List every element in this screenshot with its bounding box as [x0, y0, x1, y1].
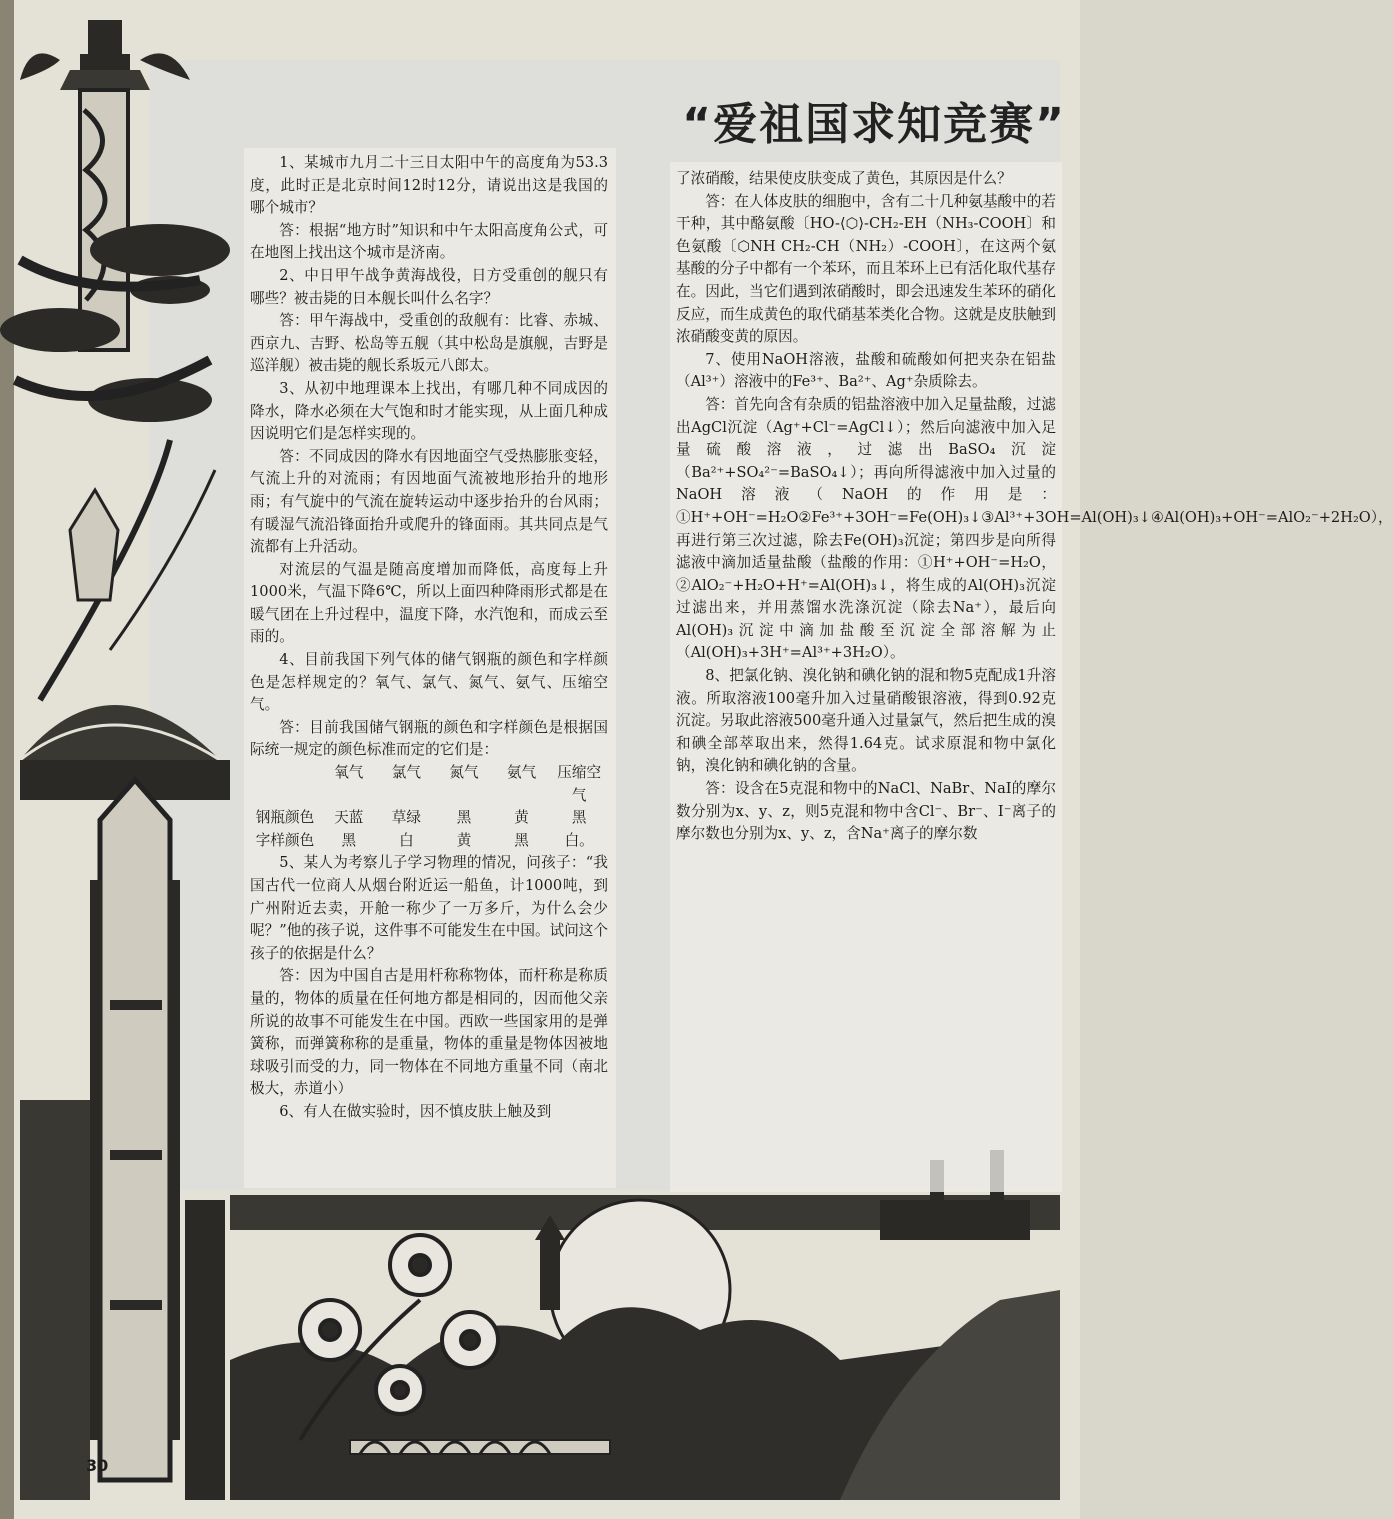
table-cell: 黑 [571, 809, 587, 827]
right-column [676, 168, 1393, 846]
table-row-label: 字样颜色 [255, 831, 315, 849]
table-cell: 白 [399, 831, 414, 849]
table-cell: 黑 [341, 831, 357, 849]
table-cell: 黄 [456, 831, 472, 849]
page-number: 30 [86, 1456, 109, 1475]
question-2: 2、中日甲午战争黄海战役，日方受重创的舰只有哪些？被击毙的日本舰长叫什么名字？ [250, 266, 608, 307]
table-row-label: 钢瓶颜色 [255, 809, 315, 827]
page-title: “爱祖国求知竞赛” [682, 99, 1066, 150]
table-header: 压缩空气 [557, 764, 602, 804]
left-column [250, 152, 608, 1124]
rocket-trail-motif [40, 440, 215, 700]
dome-motif [20, 705, 230, 800]
table-cell: 黑 [514, 831, 529, 849]
table-cell: 草绿 [391, 809, 421, 827]
table-cell: 黄 [514, 809, 529, 827]
answer-4: 答：目前我国储气钢瓶的颜色和字样颜色是根据国际统一规定的颜色标准而定的它们是： [250, 718, 608, 759]
table-header: 氧气 [334, 764, 364, 782]
question-4: 4、目前我国下列气体的储气钢瓶的颜色和字样颜色是怎样规定的？氧气、氯气、氮气、氨气、压缩空气。 [250, 651, 608, 714]
table-cell [250, 762, 320, 807]
answer-8: 答：设含在5克混和物中的NaCl、NaBr、NaI的摩尔数分别为x、y、z，则5克混和物中含Cl⁻、Br⁻、I⁻离子的摩尔数也分别为x、y、z，含Na⁺离子的摩尔数 [676, 780, 1056, 843]
question-8: 8、把氯化钠、溴化钠和碘化钠的混和物5克配成1升溶液。所取溶液100毫升加入过量硝酸银溶液，得到0.92克沉淀。另取此溶液500毫升通入过量氯气，然后把生成的溴和碘全部萃取出来，然得1.64克。试求原混和物中氯化钠，溴化钠和碘化钠的含量。 [676, 667, 1056, 775]
answer-3-continued: 对流层的气温是随高度增加而降低，高度每上升1000米，气温下降6℃，所以上面四种降雨形式都是在暖气团在上升过程中，温度下降，水汽饱和，而成云至雨的。 [250, 560, 608, 646]
answer-6: 答：在人体皮肤的细胞中，含有二十几种氨基酸中的若干种，其中酪氨酸〔HO-⟨⬡⟩-CH₂-EH（NH₃-COOH〕和色氨酸〔⬡NH CH₂-CH（NH₂）-COOH〕，在这两个氨基酸的分子中都有一个苯环，而且苯环上已有活化取代基存在。因此，当它们遇到浓硝酸时，即会迅速发生苯环的硝化反应，而生成黄色的取代硝基苯类化合物。这就是皮肤触到浓硝酸变黄的原因。 [676, 192, 1056, 346]
question-3: 3、从初中地理课本上找出，有哪几种不同成因的降水，降水必须在大气饱和时才能实现，从上面几种成因说明它们是怎样实现的。 [250, 379, 608, 443]
question-6-continued: 了浓硝酸，结果使皮肤变成了黄色，其原因是什么？ [676, 170, 1012, 187]
answer-3: 答：不同成因的降水有因地面空气受热膨胀变轻，气流上升的对流雨；有因地面气流被地形抬升的地形雨；有气旋中的气流在旋转运动中逐步抬升的台风雨；有暖湿气流沿锋面抬升或爬升的锋面雨。其共同点是气流都有上升活动。 [250, 447, 608, 556]
question-1: 1、某城市九月二十三日太阳中午的高度角为53.3度，此时正是北京时间12时12分，请说出这是我国的哪个城市？ [250, 154, 608, 217]
table-header: 氮气 [449, 764, 479, 782]
answer-7: 答：首先向含有杂质的铝盐溶液中加入足量盐酸，过滤出AgCl沉淀（Ag⁺+Cl⁻=AgCl↓）；然后向滤液中加入足量硫酸溶液，过滤出BaSO₄沉淀（Ba²⁺+SO₄²⁻=BaSO₄↓）；再向所得滤液中加入过量的NaOH溶液（NaOH的作用是：①H⁺+OH⁻=H₂O②Fe³⁺+3OH⁻=Fe(OH)₃↓③Al³⁺+3OH=Al(OH)₃↓④Al(OH)₃+OH⁻=AlO₂⁻+2H₂O），再进行第三次过滤，除去Fe(OH)₃沉淀；第四步是向所得滤液中滴加适量盐酸（盐酸的作用：①H⁺+OH⁻=H₂O，②AlO₂⁻+H₂O+H⁺=Al(OH)₃↓，将生成的Al(OH)₃沉淀过滤出来，并用蒸馏水洗涤沉淀（除去Na⁺），最后向Al(OH)₃沉淀中滴加盐酸至沉淀全部溶解为止（Al(OH)₃+3H⁺=Al³⁺+3H₂O）。 [676, 395, 1393, 662]
table-header: 氯气 [391, 764, 421, 782]
gas-cylinder-table [250, 762, 608, 852]
table-cell: 天蓝 [334, 809, 364, 827]
pine-branches-motif [0, 224, 230, 422]
question-6-start: 6、有人在做实验时，因不慎皮肤上触及到 [279, 1102, 552, 1120]
table-cell: 白。 [564, 831, 594, 849]
large-rocket-motif [20, 780, 225, 1500]
question-5: 5、某人为考察儿子学习物理的情况，问孩子：“我国古代一位商人从烟台附近运一船鱼，计1000吨，到广州附近去卖，开舱一称少了一万多斤，为什么会少呢？”他的孩子说，这件事不可能发生在中国。试问这个孩子的依据是什么？ [250, 854, 608, 962]
table-header: 氨气 [506, 764, 537, 782]
question-7: 7、使用NaOH溶液，盐酸和硫酸如何把夹杂在铝盐（Al³⁺）溶液中的Fe³⁺、Ba²⁺、Ag⁺杂质除去。 [676, 350, 1056, 391]
answer-1: 答：根据“地方时”知识和中午太阳高度角公式，可在地图上找出这个城市是济南。 [250, 221, 608, 262]
binding-edge [0, 0, 14, 1519]
table-cell: 黑 [456, 809, 472, 827]
answer-2: 答：甲午海战中，受重创的敌舰有：比睿、赤城、西京九、吉野、松岛等五舰（其中松岛是旗舰，吉野是巡洋舰）被击毙的舰长系坂元八郎太。 [250, 312, 608, 375]
answer-5: 答：因为中国自古是用杆称称物体，而杆称是称质量的，物体的质量在任何地方都是相同的，因而他父亲所说的故事不可能发生在中国。西欧一些国家用的是弹簧称，而弹簧称称的是重量，物体的重量是物体因被地球吸引而受的力，同一物体在不同地方重量不同（南北极大，赤道小） [250, 967, 608, 1098]
